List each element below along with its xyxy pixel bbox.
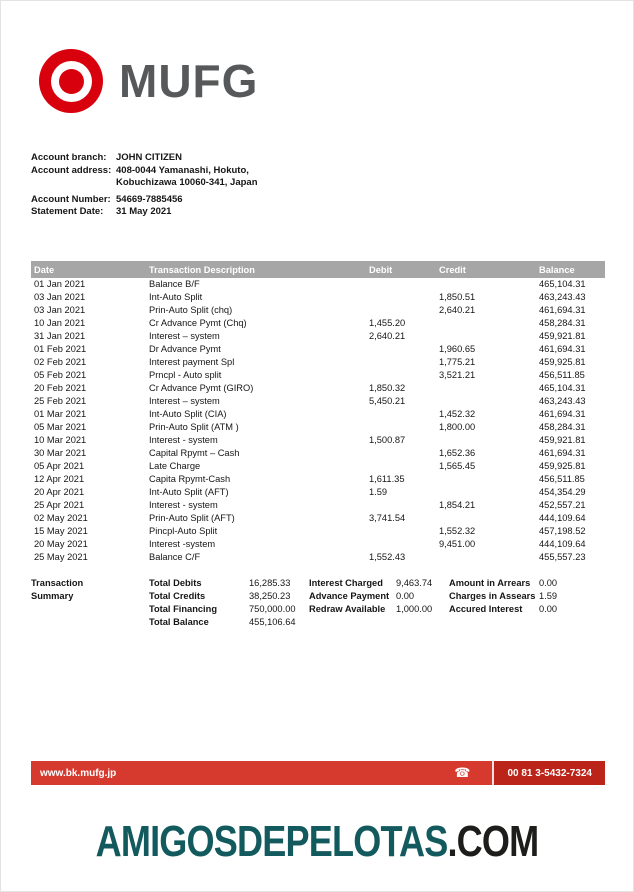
table-row [31, 551, 605, 564]
cell-desc: Interest - system [149, 435, 218, 445]
cell-balance: 463,243.43 [539, 292, 586, 302]
cell-credit: 1,652.36 [439, 448, 476, 458]
summary-label: Amount in Arrears [449, 578, 531, 588]
summary-row [309, 577, 449, 590]
cell-date: 20 May 2021 [34, 539, 88, 549]
cell-debit [366, 343, 436, 356]
cell-balance: 457,198.52 [539, 526, 586, 536]
cell-debit [366, 538, 436, 551]
summary-value: 0.00 [539, 604, 558, 614]
cell-balance: 458,284.31 [539, 422, 586, 432]
cell-date: 10 Jan 2021 [34, 318, 86, 328]
cell-date: 01 Mar 2021 [34, 409, 87, 419]
summary-row [149, 616, 309, 629]
cell-debit: 1,500.87 [369, 435, 406, 445]
summary-label: Redraw Available [309, 604, 386, 614]
summary-row [309, 590, 449, 603]
account-address-line1: 408-0044 Yamanashi, Hokuto, [116, 164, 249, 176]
account-address-line2: Kobuchizawa 10060-341, Japan [116, 177, 258, 188]
cell-date: 02 Feb 2021 [34, 357, 87, 367]
summary-value: 0.00 [539, 578, 558, 588]
cell-balance: 461,694.31 [539, 305, 586, 315]
cell-desc: Capita Rpymt-Cash [149, 474, 231, 484]
transactions-header [31, 261, 605, 278]
summary-row [449, 603, 605, 616]
cell-desc: Prin-Auto Split (AFT) [149, 513, 235, 523]
cell-desc: Dr Advance Pymt [149, 344, 221, 354]
account-address-value [116, 165, 258, 190]
cell-debit: 1.59 [369, 487, 388, 497]
table-row [31, 330, 605, 343]
summary-value: 455,106.64 [249, 617, 296, 627]
statement-date-row [31, 206, 258, 219]
table-row [31, 369, 605, 382]
cell-debit: 1,455.20 [369, 318, 406, 328]
table-row [31, 343, 605, 356]
watermark [1, 817, 633, 867]
cell-credit: 1,452.32 [439, 409, 476, 419]
cell-desc: Interest – system [149, 396, 220, 406]
cell-credit: 1,800.00 [439, 422, 476, 432]
table-row [31, 499, 605, 512]
cell-desc: Interest payment Spl [149, 357, 235, 367]
table-row [31, 421, 605, 434]
table-row [31, 395, 605, 408]
summary-value: 16,285.33 [249, 578, 291, 588]
transaction-summary-section [31, 577, 605, 629]
cell-debit: 1,850.32 [369, 383, 406, 393]
summary-row [449, 590, 605, 603]
cell-desc: Prin-Auto Split (chq) [149, 305, 233, 315]
watermark-suffix: .COM [447, 817, 539, 866]
transactions-body [31, 278, 605, 564]
cell-desc: Cr Advance Pymt (Chq) [149, 318, 247, 328]
table-row [31, 408, 605, 421]
cell-date: 15 May 2021 [34, 526, 88, 536]
cell-date: 01 Feb 2021 [34, 344, 87, 354]
cell-balance: 463,243.43 [539, 396, 586, 406]
summary-col-right [449, 577, 605, 629]
cell-desc: Cr Advance Pymt (GIRO) [149, 383, 254, 393]
cell-balance: 454,354.29 [539, 487, 586, 497]
cell-debit: 1,552.43 [369, 552, 406, 562]
cell-date: 12 Apr 2021 [34, 474, 85, 484]
header-row [31, 261, 605, 278]
account-address-label: Account address: [31, 164, 112, 176]
account-number-value: 54669-7885456 [116, 193, 183, 205]
brand-name: MUFG [119, 55, 259, 107]
table-row [31, 512, 605, 525]
cell-date: 01 Jan 2021 [34, 279, 86, 289]
cell-debit [366, 356, 436, 369]
header-credit: Credit [436, 261, 536, 278]
watermark-text [96, 817, 539, 867]
cell-date: 20 Apr 2021 [34, 487, 85, 497]
cell-date: 30 Mar 2021 [34, 448, 87, 458]
table-row [31, 538, 605, 551]
summary-row [149, 603, 309, 616]
table-row [31, 356, 605, 369]
cell-balance: 444,109.64 [539, 539, 586, 549]
account-address-row [31, 165, 258, 190]
cell-date: 05 Apr 2021 [34, 461, 85, 471]
phone-icon: ☎ [454, 765, 471, 780]
table-row [31, 317, 605, 330]
cell-desc: Interest -system [149, 539, 216, 549]
cell-date: 05 Mar 2021 [34, 422, 87, 432]
cell-balance: 459,925.81 [539, 461, 586, 471]
summary-title [31, 577, 149, 629]
cell-debit [366, 408, 436, 421]
table-row [31, 473, 605, 486]
summary-col-main [149, 577, 309, 629]
cell-debit [366, 421, 436, 434]
table-row [31, 382, 605, 395]
brand-header [39, 49, 258, 113]
table-row [31, 486, 605, 499]
cell-desc: Capital Rpymt – Cash [149, 448, 240, 458]
cell-desc: Late Charge [149, 461, 201, 471]
header-debit: Debit [366, 261, 436, 278]
header-date: Date [31, 261, 146, 278]
table-row [31, 304, 605, 317]
cell-credit [436, 551, 536, 564]
cell-credit [436, 434, 536, 447]
summary-row [449, 577, 605, 590]
cell-credit [436, 317, 536, 330]
summary-label: Total Debits [149, 578, 202, 588]
summary-value: 0.00 [396, 591, 415, 601]
table-row [31, 525, 605, 538]
cell-balance: 461,694.31 [539, 344, 586, 354]
cell-desc: Prncpl - Auto split [149, 370, 222, 380]
cell-credit [436, 278, 536, 291]
cell-date: 02 May 2021 [34, 513, 88, 523]
summary-row [309, 603, 449, 616]
footer-bar [31, 761, 605, 785]
summary-title-line2: Summary [31, 591, 74, 601]
cell-date: 25 May 2021 [34, 552, 88, 562]
statement-date-label: Statement Date: [31, 206, 104, 217]
account-info-section [31, 152, 258, 219]
header-balance: Balance [536, 261, 605, 278]
cell-credit: 1,850.51 [439, 292, 476, 302]
transactions-table [31, 261, 605, 564]
cell-debit [366, 460, 436, 473]
cell-credit: 3,521.21 [439, 370, 476, 380]
table-row [31, 291, 605, 304]
cell-date: 31 Jan 2021 [34, 331, 86, 341]
cell-balance: 459,921.81 [539, 435, 586, 445]
cell-debit [366, 369, 436, 382]
cell-debit: 5,450.21 [369, 396, 406, 406]
account-branch-value: JOHN CITIZEN [116, 152, 182, 163]
cell-date: 25 Apr 2021 [34, 500, 85, 510]
summary-label: Advance Payment [309, 591, 390, 601]
cell-balance: 456,511.85 [539, 474, 585, 484]
summary-title-line1: Transaction [31, 578, 84, 588]
cell-date: 25 Feb 2021 [34, 396, 87, 406]
cell-credit: 1,565.45 [439, 461, 476, 471]
cell-credit [436, 486, 536, 499]
cell-credit: 1,775.21 [439, 357, 476, 367]
mufg-logo-core [59, 69, 84, 94]
summary-label: Accured Interest [449, 604, 523, 614]
table-row [31, 278, 605, 291]
cell-date: 03 Jan 2021 [34, 305, 86, 315]
cell-desc: Int-Auto Split [149, 292, 203, 302]
summary-label: Total Financing [149, 604, 218, 614]
summary-label: Total Balance [149, 617, 209, 627]
cell-desc: Interest – system [149, 331, 220, 341]
cell-credit: 9,451.00 [439, 539, 476, 549]
cell-balance: 452,557.21 [539, 500, 586, 510]
cell-debit: 1,611.35 [369, 474, 405, 484]
cell-desc: Int-Auto Split (AFT) [149, 487, 229, 497]
account-number-label: Account Number: [31, 193, 111, 205]
cell-desc: Balance B/F [149, 279, 200, 289]
cell-balance: 461,694.31 [539, 448, 586, 458]
header-description: Transaction Description [146, 261, 366, 278]
summary-row [149, 590, 309, 603]
account-branch-label: Account branch: [31, 152, 107, 163]
table-row [31, 434, 605, 447]
phone-number: 00 81 3-5432-7324 [494, 761, 605, 785]
mufg-logo-ring [51, 61, 92, 102]
cell-desc: Int-Auto Split (CIA) [149, 409, 227, 419]
cell-date: 05 Feb 2021 [34, 370, 87, 380]
cell-desc: Interest - system [149, 500, 218, 510]
summary-value: 750,000.00 [249, 604, 296, 614]
cell-credit [436, 512, 536, 525]
summary-value: 1,000.00 [396, 604, 433, 614]
summary-row [149, 577, 309, 590]
cell-credit: 1,552.32 [439, 526, 476, 536]
website-text: www.bk.mufg.jp [40, 767, 117, 779]
cell-credit [436, 395, 536, 408]
cell-balance: 458,284.31 [539, 318, 586, 328]
cell-debit: 2,640.21 [369, 331, 406, 341]
cell-credit: 2,640.21 [439, 305, 476, 315]
cell-credit [436, 330, 536, 343]
cell-balance: 455,557.23 [539, 552, 586, 562]
cell-balance: 465,104.31 [539, 383, 586, 393]
cell-debit [366, 525, 436, 538]
cell-debit: 3,741.54 [369, 513, 406, 523]
summary-label: Charges in Assears [449, 591, 536, 601]
cell-date: 10 Mar 2021 [34, 435, 87, 445]
cell-balance: 465,104.31 [539, 279, 586, 289]
cell-debit [366, 499, 436, 512]
mufg-logo-icon [39, 49, 103, 113]
summary-label: Interest Charged [309, 578, 383, 588]
cell-desc: Pincpl-Auto Split [149, 526, 218, 536]
summary-col-mid [309, 577, 449, 629]
table-row [31, 447, 605, 460]
summary-value: 38,250.23 [249, 591, 291, 601]
cell-balance: 444,109.64 [539, 513, 586, 523]
table-row [31, 460, 605, 473]
cell-balance: 461,694.31 [539, 409, 586, 419]
cell-balance: 459,925.81 [539, 357, 586, 367]
cell-debit [366, 278, 436, 291]
summary-value: 1.59 [539, 591, 558, 601]
cell-desc: Balance C/F [149, 552, 201, 562]
cell-desc: Prin-Auto Split (ATM ) [149, 422, 239, 432]
cell-credit: 1,854.21 [439, 500, 476, 510]
cell-date: 03 Jan 2021 [34, 292, 86, 302]
cell-credit: 1,960.65 [439, 344, 476, 354]
cell-debit [366, 447, 436, 460]
statement-date-value: 31 May 2021 [116, 206, 172, 217]
cell-debit [366, 291, 436, 304]
summary-value: 9,463.74 [396, 578, 433, 588]
cell-date: 20 Feb 2021 [34, 383, 87, 393]
account-number-row [31, 194, 258, 207]
watermark-main: AMIGOSDEPELOTAS [95, 817, 448, 866]
cell-balance: 459,921.81 [539, 331, 586, 341]
summary-label: Total Credits [149, 591, 206, 601]
account-branch-row [31, 152, 258, 165]
cell-credit [436, 382, 536, 395]
cell-credit [436, 473, 536, 486]
cell-debit [366, 304, 436, 317]
cell-balance: 456,511.85 [539, 370, 585, 380]
